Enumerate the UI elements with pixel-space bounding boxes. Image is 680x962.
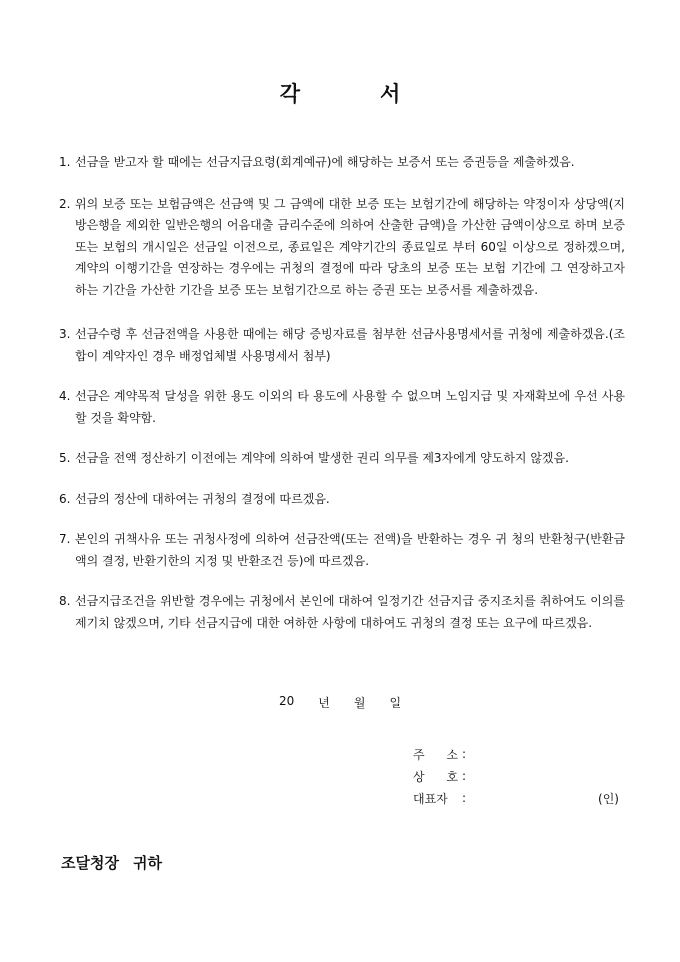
company-row [413, 765, 619, 787]
item-number: 6. [59, 491, 71, 506]
pledge-item-2 [59, 194, 625, 302]
date-line [279, 694, 401, 711]
pledge-item-7 [59, 529, 625, 572]
representative-row [413, 787, 619, 809]
address-row [413, 743, 619, 765]
title-char-1: 각 [279, 81, 300, 106]
representative-label: 대표자 [413, 791, 448, 806]
recipient-name: 조달청장 [61, 854, 119, 872]
recipient-line [61, 852, 162, 873]
item-number: 8. [59, 594, 71, 608]
item-number: 1. [59, 155, 71, 169]
item-text: 본인의 귀책사유 또는 귀청사정에 의하여 선금잔액(또는 전액)을 반환하는 경우 귀 청의 반환청구(반환금액의 결정, 반환기한의 지정 및 반환조건 등)에 따르겠음. [75, 532, 625, 568]
item-text: 위의 보증 또는 보험금액은 선금액 및 그 금액에 대한 보증 또는 보험기간에 해당하는 약정이자 상당액(지방은행을 제외한 일반은행의 어음대출 금리수준에 의하여 산출한 금액)을 가산한 금액이상으로 하며 보증 또는 보험의 개시일은 선금일 이전으로, 종료일은 계약기간의 종료일로 부터 60일 이상으로 정하겠으며, 계약의 이행기간을 연장하는 경우에는 귀청의 결정에 따라 당초의 보증 또는 보험 기간에 그 연장하고자 하는 기간을 가산한 기간을 보증 또는 보험기간으로 하는 증권 또는 보증서를 제출하겠음. [75, 196, 625, 297]
company-label: 상 호 [413, 769, 458, 784]
item-text: 선금을 전액 정산하기 이전에는 계약에 의하여 발생한 권리 의무를 제3자에게 양도하지 않겠음. [75, 451, 569, 465]
title-char-2: 서 [380, 81, 401, 106]
pledge-item-6 [59, 489, 625, 511]
pledge-item-5 [59, 448, 625, 470]
item-number: 3. [59, 327, 71, 341]
document-title [0, 78, 680, 108]
representative-colon: : [461, 791, 467, 805]
item-number: 2. [59, 196, 71, 211]
date-day-unit: 일 [389, 696, 402, 710]
item-text: 선금수령 후 선금전액을 사용한 때에는 해당 증빙자료를 첨부한 선금사용명세서를 귀청에 제출하겠음.(조합이 계약자인 경우 배정업체별 사용명세서 첨부) [75, 327, 625, 363]
company-colon: : [461, 769, 467, 783]
item-number: 5. [59, 451, 71, 465]
pledge-item-1 [59, 152, 625, 174]
signature-block [413, 743, 619, 809]
address-label: 주 소 [413, 747, 458, 762]
item-number: 7. [59, 532, 71, 546]
item-text: 선금을 받고자 할 때에는 선금지급요령(회계예규)에 해당하는 보증서 또는 증권등을 제출하겠음. [75, 155, 575, 169]
seal-mark: (인) [598, 791, 619, 806]
pledge-list [59, 152, 625, 634]
date-year-unit: 년 [318, 696, 330, 710]
date-month-unit: 월 [353, 696, 366, 710]
address-colon: : [461, 747, 467, 761]
date-year: 20 [279, 694, 295, 708]
pledge-item-3 [59, 324, 625, 367]
pledge-item-8 [59, 591, 625, 634]
recipient-honorific: 귀하 [132, 854, 162, 872]
item-number: 4. [59, 389, 71, 403]
pledge-item-4 [59, 386, 625, 429]
item-text: 선금은 계약목적 달성을 위한 용도 이외의 타 용도에 사용할 수 없으며 노임지급 및 자재확보에 우선 사용할 것을 확약함. [75, 389, 625, 425]
item-text: 선금의 정산에 대하여는 귀청의 결정에 따르겠음. [75, 491, 330, 506]
item-text: 선금지급조건을 위반할 경우에는 귀청에서 본인에 대하여 일정기간 선금지급 중지조치를 취하여도 이의를 제기치 않겠으며, 기타 선금지급에 대한 여하한 사항에 대하여도 귀청의 결정 또는 요구에 따르겠음. [75, 594, 625, 630]
